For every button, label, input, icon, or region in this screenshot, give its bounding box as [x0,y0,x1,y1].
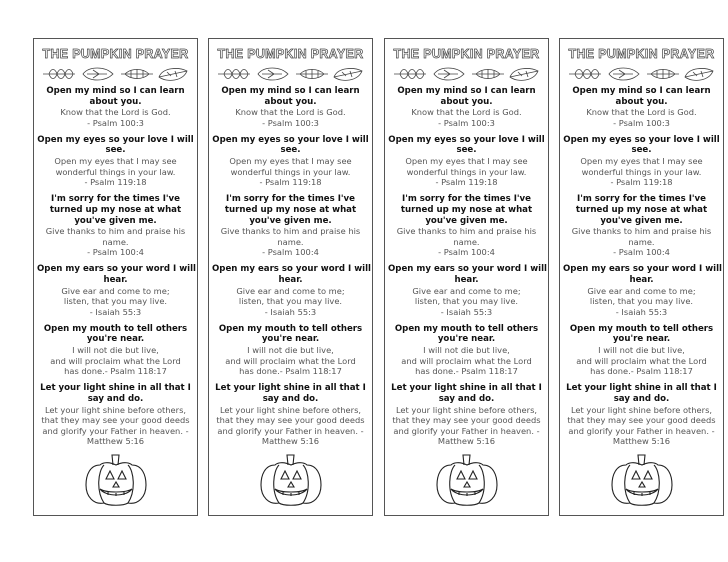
prayer-section [563,324,720,377]
scripture-line: that they may see your good deeds [216,415,365,426]
prayer-line: Let your light shine in all that I [566,383,717,394]
prayer-line: say and do. [613,393,670,404]
prayer-line: about you. [440,96,493,107]
prayer-line: turned up my nose at what [575,204,708,215]
jack-o-lantern-icon [259,453,323,507]
prayer-line: about you. [264,96,317,107]
prayer-line: you've given me. [425,215,508,226]
prayer-line: see. [280,145,301,156]
scripture-line: Matthew 5:16 [261,436,320,447]
bookmark-2 [208,38,373,516]
prayer-line: Open my ears so your word I will [37,264,196,275]
prayer-line: Let your light shine in all that I [215,383,366,394]
prayer-section [37,324,194,377]
prayer-line: you're near. [437,334,496,345]
prayer-section [37,194,194,258]
scripture-line: listen, that you may live. [238,296,343,307]
prayer-section [212,194,369,258]
scripture-line: I will not die but live, [72,345,159,356]
prayer-line: hear. [454,275,479,285]
prayer-line: Let your light shine in all that I [40,383,191,394]
prayer-section [388,194,545,258]
scripture-line: Let your light shine before others, [219,404,362,415]
prayer-section [37,383,194,447]
scripture-line: Open my eyes that I may see [54,156,177,167]
scripture-line: and glorify your Father in heaven. - [217,425,364,436]
scripture-line: and will proclaim what the Lord [225,355,356,366]
prayer-line: you've given me. [249,215,332,226]
prayer-line: Open my eyes so your love I will [37,134,194,145]
scripture-line: Matthew 5:16 [437,436,496,447]
prayer-line: Open my mind so I can learn [572,86,711,96]
prayer-line: turned up my nose at what [49,204,182,215]
scripture-line: name. [453,236,480,247]
scripture-line: - Isaiah 55:3 [440,306,493,317]
prayer-section [563,194,720,258]
prayer-section [37,264,194,317]
scripture-line: listen, that you may live. [63,296,168,307]
scripture-line: and will proclaim what the Lord [50,355,181,366]
bookmark-title: THE PUMPKIN PRAYER [393,47,540,61]
scripture-line: wonderful things in your law. [406,166,527,177]
scripture-line: Give thanks to him and praise his [45,226,186,237]
scripture-line: - Psalm 119:18 [435,177,498,188]
scripture-line: - Psalm 119:18 [610,177,673,188]
scripture-line: Open my eyes that I may see [229,156,352,167]
scripture-line: Open my eyes that I may see [580,156,703,167]
prayer-line: Open my mind so I can learn [46,86,185,96]
prayer-line: I'm sorry for the times I've [51,194,180,205]
autumn-leaves-icon [567,65,717,83]
prayer-line: hear. [629,275,654,285]
scripture-line: Give ear and come to me; [587,285,696,296]
prayer-section [388,383,545,447]
scripture-line: - Psalm 100:4 [438,247,495,258]
bookmark-1 [33,38,198,516]
bookmark-title: THE PUMPKIN PRAYER [42,47,189,61]
prayer-section [388,86,545,128]
prayer-line: say and do. [438,393,495,404]
scripture-line: - Isaiah 55:3 [615,306,668,317]
bookmark-3 [384,38,549,516]
scripture-line: and will proclaim what the Lord [401,355,532,366]
scripture-line: has done.- Psalm 118:17 [415,366,518,377]
scripture-line: name. [628,236,655,247]
autumn-leaves-icon [41,65,191,83]
scripture-line: Know that the Lord is God. [586,107,697,118]
prayer-line: see. [456,145,477,156]
scripture-line: and glorify your Father in heaven. - [568,425,715,436]
scripture-line: Know that the Lord is God. [235,107,346,118]
scripture-line: - Psalm 100:3 [613,117,670,128]
scripture-line: name. [277,236,304,247]
prayer-line: Let your light shine in all that I [391,383,542,394]
prayer-content [34,86,197,447]
prayer-line: Open my mind so I can learn [397,86,536,96]
prayer-section [563,135,720,188]
scripture-line: that they may see your good deeds [41,415,190,426]
prayer-section [212,86,369,128]
prayer-line: hear. [103,275,128,285]
prayer-line: you're near. [612,334,671,345]
scripture-line: listen, that you may live. [589,296,694,307]
scripture-line: has done.- Psalm 118:17 [239,366,342,377]
scripture-line: Give ear and come to me; [61,285,170,296]
scripture-line: Matthew 5:16 [86,436,145,447]
prayer-line: say and do. [87,393,144,404]
prayer-line: I'm sorry for the times I've [402,194,531,205]
prayer-section [388,264,545,317]
scripture-line: - Psalm 100:4 [613,247,670,258]
scripture-line: - Psalm 100:4 [87,247,144,258]
scripture-line: I will not die but live, [247,345,334,356]
prayer-line: turned up my nose at what [400,204,533,215]
prayer-line: Open my ears so your word I will [388,264,547,275]
prayer-line: Open my eyes so your love I will [388,134,545,145]
scripture-line: - Psalm 100:3 [87,117,144,128]
scripture-line: - Isaiah 55:3 [264,306,317,317]
jack-o-lantern-icon [435,453,499,507]
scripture-line: - Psalm 119:18 [84,177,147,188]
scripture-line: has done.- Psalm 118:17 [590,366,693,377]
prayer-section [563,86,720,128]
prayer-section [37,86,194,128]
scripture-line: listen, that you may live. [414,296,519,307]
scripture-line: Give thanks to him and praise his [220,226,361,237]
scripture-line: - Psalm 119:18 [259,177,322,188]
prayer-line: I'm sorry for the times I've [577,194,706,205]
scripture-line: - Psalm 100:4 [262,247,319,258]
scripture-line: Let your light shine before others, [395,404,538,415]
scripture-line: has done.- Psalm 118:17 [64,366,167,377]
prayer-line: about you. [615,96,668,107]
prayer-line: Open my eyes so your love I will [563,134,720,145]
jack-o-lantern-icon [84,453,148,507]
scripture-line: Give thanks to him and praise his [396,226,537,237]
scripture-line: wonderful things in your law. [581,166,702,177]
scripture-line: and glorify your Father in heaven. - [42,425,189,436]
prayer-section [212,135,369,188]
jack-o-lantern-icon [610,453,674,507]
prayer-line: you've given me. [74,215,157,226]
prayer-section [212,383,369,447]
scripture-line: name. [102,236,129,247]
prayer-content [385,86,548,447]
scripture-line: Let your light shine before others, [44,404,187,415]
prayer-line: see. [105,145,126,156]
scripture-line: Know that the Lord is God. [60,107,171,118]
scripture-line: that they may see your good deeds [392,415,541,426]
scripture-line: I will not die but live, [598,345,685,356]
scripture-line: and will proclaim what the Lord [576,355,707,366]
prayer-section [388,135,545,188]
prayer-section [37,135,194,188]
prayer-content [560,86,723,447]
prayer-section [212,264,369,317]
prayer-line: I'm sorry for the times I've [226,194,355,205]
prayer-section [563,383,720,447]
scripture-line: Open my eyes that I may see [405,156,528,167]
prayer-line: Open my ears so your word I will [563,264,722,275]
scripture-line: - Psalm 100:3 [438,117,495,128]
scripture-line: - Isaiah 55:3 [89,306,142,317]
prayer-line: Open my mind so I can learn [221,86,360,96]
autumn-leaves-icon [392,65,542,83]
autumn-leaves-icon [216,65,366,83]
scripture-line: wonderful things in your law. [230,166,351,177]
prayer-line: you're near. [86,334,145,345]
bookmark-title: THE PUMPKIN PRAYER [568,47,715,61]
scripture-line: and glorify your Father in heaven. - [393,425,540,436]
scripture-line: Know that the Lord is God. [411,107,522,118]
scripture-line: Give ear and come to me; [236,285,345,296]
prayer-line: you've given me. [600,215,683,226]
scripture-line: Give thanks to him and praise his [571,226,712,237]
prayer-section [563,264,720,317]
prayer-line: Open my mouth to tell others [394,323,539,334]
scripture-line: Matthew 5:16 [612,436,671,447]
prayer-line: Open my ears so your word I will [212,264,371,275]
prayer-line: Open my mouth to tell others [43,323,188,334]
scripture-line: wonderful things in your law. [55,166,176,177]
prayer-line: you're near. [261,334,320,345]
prayer-line: about you. [89,96,142,107]
prayer-line: Open my mouth to tell others [569,323,714,334]
scripture-line: I will not die but live, [423,345,510,356]
bookmark-4 [559,38,724,516]
prayer-line: Open my mouth to tell others [218,323,363,334]
scripture-line: Give ear and come to me; [412,285,521,296]
prayer-line: turned up my nose at what [224,204,357,215]
prayer-line: hear. [278,275,303,285]
prayer-line: say and do. [262,393,319,404]
prayer-section [388,324,545,377]
scripture-line: - Psalm 100:3 [262,117,319,128]
prayer-section [212,324,369,377]
prayer-line: see. [631,145,652,156]
scripture-line: that they may see your good deeds [567,415,716,426]
bookmark-title: THE PUMPKIN PRAYER [217,47,364,61]
scripture-line: Let your light shine before others, [570,404,713,415]
prayer-line: Open my eyes so your love I will [212,134,369,145]
prayer-content [209,86,372,447]
